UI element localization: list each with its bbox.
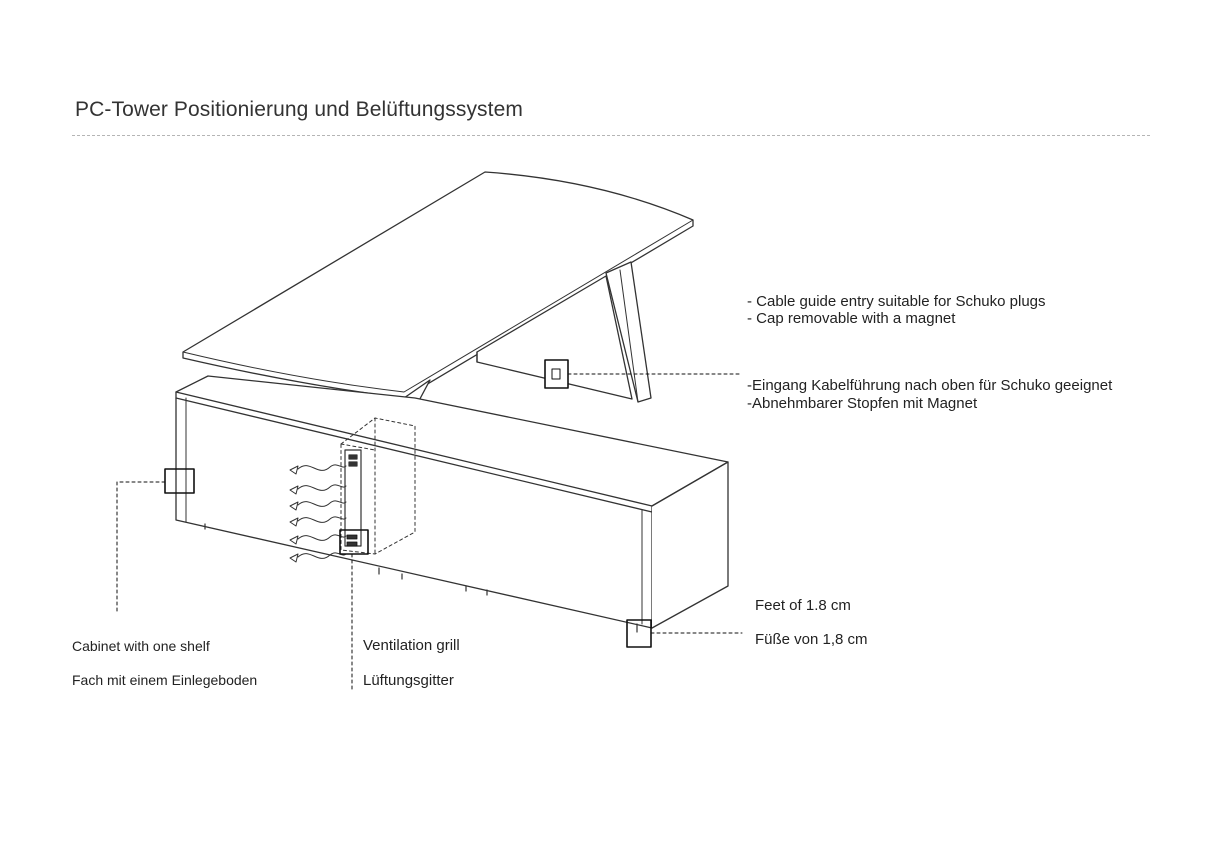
feet-label-de: Füße von 1,8 cm — [755, 631, 868, 648]
ventilation-label-en: Ventilation grill — [363, 637, 460, 654]
cable-guide-label-de-2: -Abnehmbarer Stopfen mit Magnet — [747, 395, 978, 412]
feet-label-en: Feet of 1.8 cm — [755, 597, 851, 614]
ventilation-label-de: Lüftungsgitter — [363, 672, 454, 689]
cabinet-label-de: Fach mit einem Einlegeboden — [72, 672, 258, 688]
cable-guide-label-en-2: - Cap removable with a magnet — [747, 310, 956, 327]
cabinet — [176, 376, 728, 632]
cable-guide-label-de-1: -Eingang Kabelführung nach oben für Schuko geeignet — [747, 377, 1113, 394]
ventilation-grill — [345, 450, 361, 546]
cable-guide-label-en-1: - Cable guide entry suitable for Schuko plugs — [747, 293, 1046, 310]
cabinet-label-en: Cabinet with one shelf — [72, 638, 210, 654]
page-title: PC-Tower Positionierung und Belüftungssystem — [75, 98, 523, 121]
